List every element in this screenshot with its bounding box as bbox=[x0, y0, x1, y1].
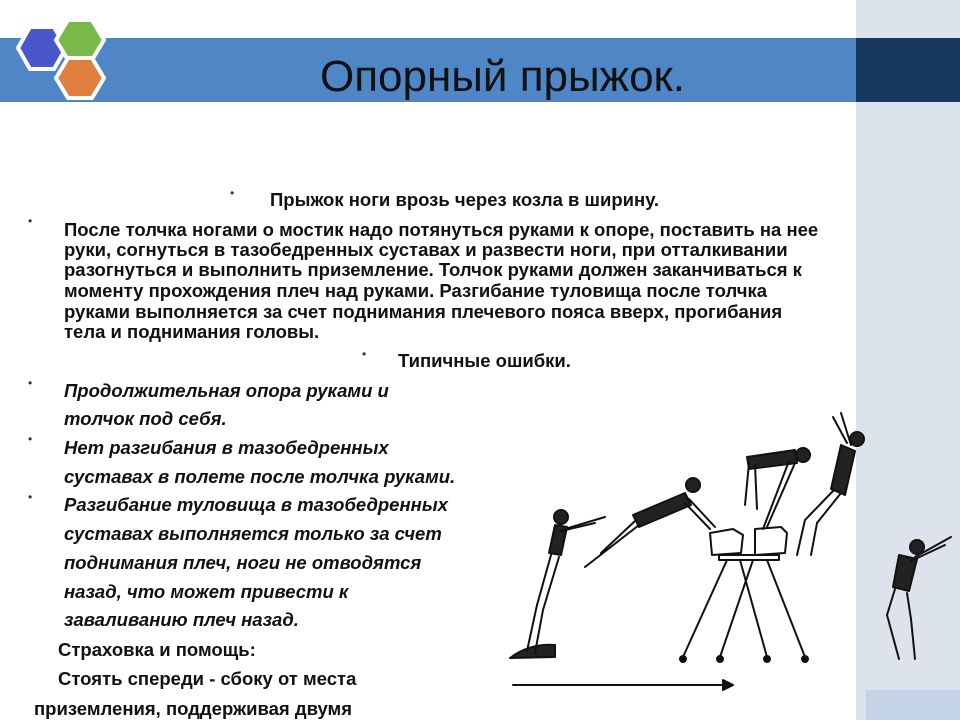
figure-takeoff bbox=[527, 510, 605, 653]
figure-support bbox=[745, 448, 810, 529]
paragraph-line: руки, согнуться в тазобедренных суставах и развести ноги, при отталкивании bbox=[64, 239, 788, 260]
slide-title: Опорный прыжок. bbox=[320, 52, 686, 101]
paragraph-line: тела и поднимания головы. bbox=[64, 321, 320, 342]
error-line: Продолжительная опора руками и bbox=[64, 380, 389, 401]
error-line: Разгибание туловища в тазобедренных bbox=[64, 494, 448, 515]
vault-sequence-illustration bbox=[505, 405, 960, 695]
paragraph-line: разогнуться и выполнить приземление. Толчок руками должен заканчиваться к bbox=[64, 259, 802, 280]
bullet-icon: • bbox=[230, 186, 235, 200]
paragraph-line: моменту прохождения плеч над руками. Разгибание туловища после толчка bbox=[64, 280, 768, 301]
header-dark-block bbox=[856, 38, 960, 102]
green-hexagon bbox=[56, 20, 104, 60]
error-line: суставах выполняется только за счет bbox=[64, 523, 442, 544]
errors-heading: Типичные ошибки. bbox=[398, 350, 571, 371]
arrow-head bbox=[723, 680, 733, 690]
safety-heading: Страховка и помощь: bbox=[58, 639, 256, 660]
paragraph-line: руками выполняется за счет поднимания плечевого пояса вверх, прогибания bbox=[64, 301, 783, 322]
bullet-icon: • bbox=[28, 490, 33, 504]
bullet-icon: • bbox=[28, 432, 33, 446]
error-line: назад, что может привести к bbox=[64, 581, 349, 602]
bullet-icon: • bbox=[28, 376, 33, 390]
error-line: толчок под себя. bbox=[64, 408, 227, 429]
bullet-icon: • bbox=[362, 347, 367, 361]
hexagon-logo-icon bbox=[10, 20, 110, 120]
safety-line: Стоять спереди - сбоку от места bbox=[58, 668, 357, 689]
safety-line: приземления, поддерживая двумя bbox=[34, 698, 353, 719]
figure-second-flight bbox=[797, 413, 864, 555]
subtitle: Прыжок ноги врозь через козла в ширину. bbox=[270, 189, 659, 210]
error-line: Нет разгибания в тазобедренных bbox=[64, 437, 389, 458]
figure-first-flight bbox=[585, 478, 715, 567]
paragraph-line: После толчка ногами о мостик надо потянуться руками к опоре, поставить на нее bbox=[64, 219, 819, 240]
error-line: поднимания плеч, ноги не отводятся bbox=[64, 552, 422, 573]
figure-landing bbox=[887, 537, 951, 659]
error-line: суставах в полете после толчка руками. bbox=[64, 466, 456, 487]
springboard bbox=[510, 645, 555, 658]
bullet-icon: • bbox=[28, 214, 33, 228]
orange-hexagon bbox=[56, 58, 104, 98]
vaulting-buck bbox=[680, 527, 808, 662]
error-line: заваливанию плеч назад. bbox=[64, 609, 299, 630]
